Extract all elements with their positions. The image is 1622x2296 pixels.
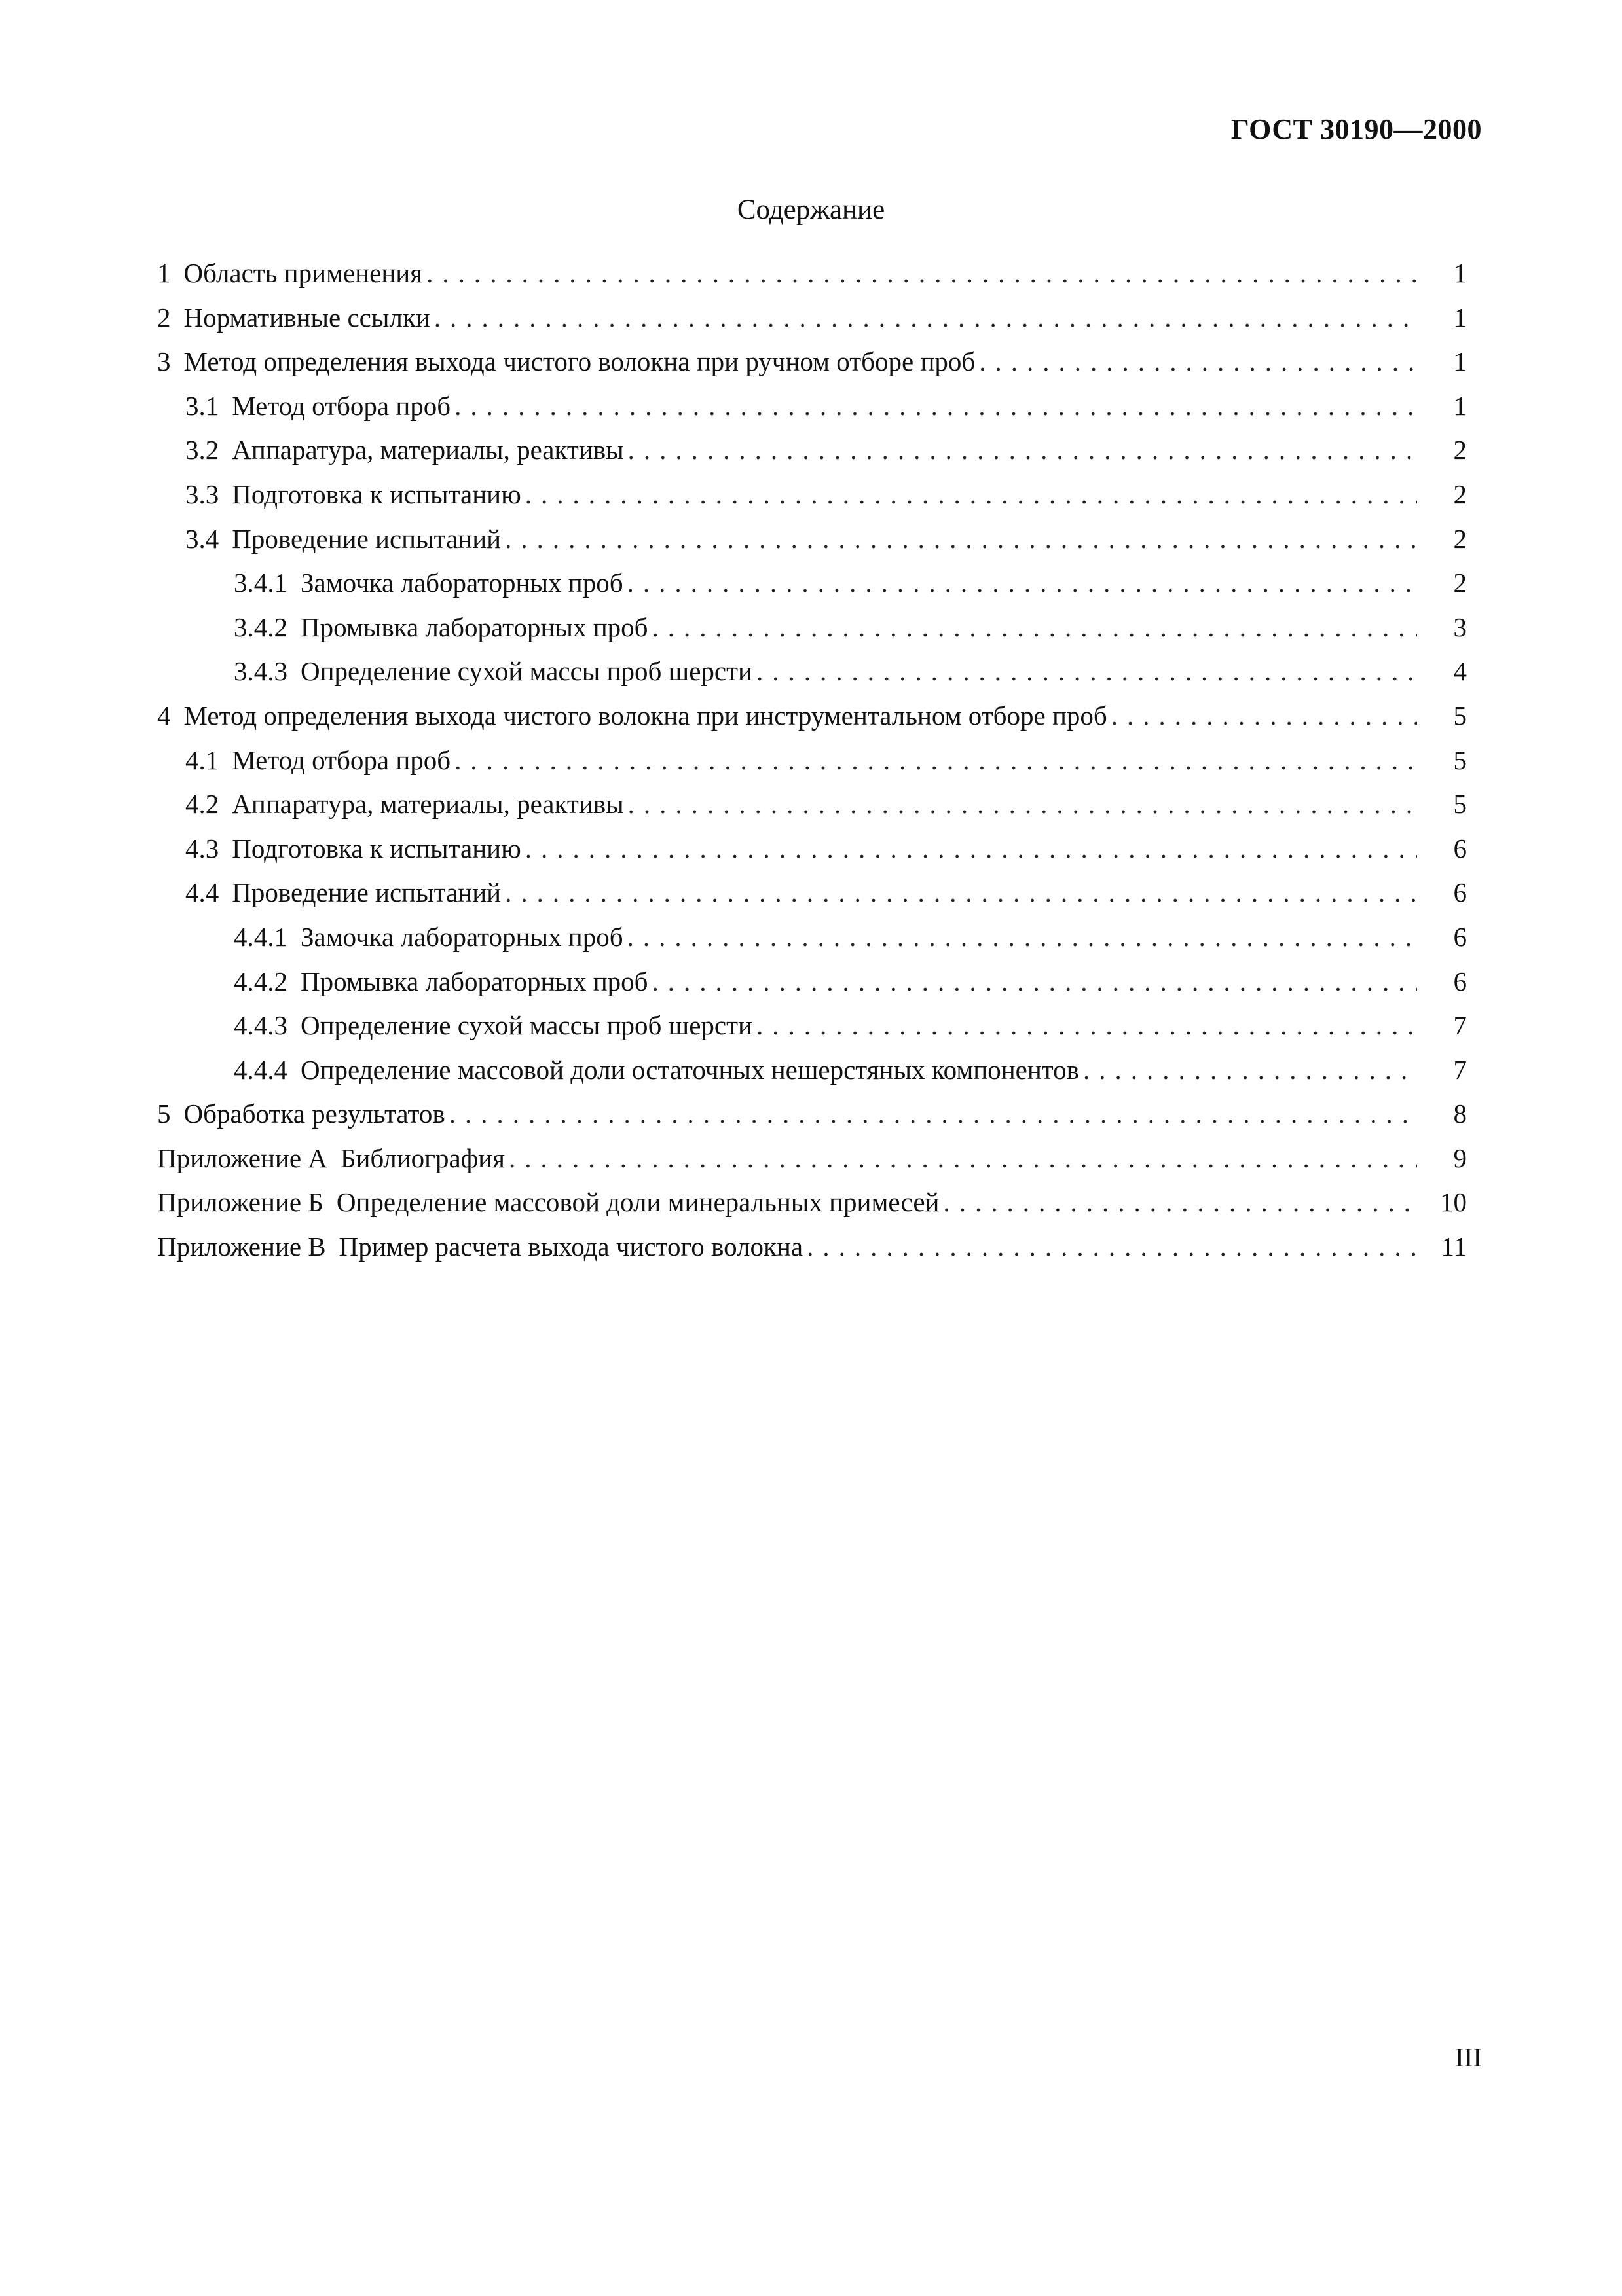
toc-entry (157, 340, 1467, 384)
toc-entry-number: 4.1 (185, 744, 219, 775)
toc-entry-page: 2 (1453, 523, 1467, 554)
toc-entry (157, 384, 1467, 429)
toc-entry-number: 3.2 (185, 435, 219, 465)
toc-entry (157, 606, 1467, 650)
toc-entry-title: Нормативные ссылки (183, 302, 430, 333)
toc-dot-leader (426, 251, 1417, 296)
toc-entry-page: 8 (1453, 1099, 1467, 1129)
toc-entry-number: 4.4.1 (234, 921, 287, 952)
toc-dot-leader (652, 606, 1418, 650)
toc-entry-number: 4.4.3 (234, 1010, 287, 1041)
document-code: ГОСТ 30190—2000 (1230, 113, 1482, 145)
toc-entry-title: Определение массовой доли минеральных примесей (336, 1187, 940, 1218)
toc-entry-number: 4 (157, 700, 171, 731)
toc-dot-leader (1111, 694, 1417, 738)
toc-entry (157, 1137, 1467, 1181)
toc-dot-leader (628, 428, 1417, 473)
toc-entry-number: 2 (157, 302, 171, 333)
toc-dot-leader (943, 1180, 1417, 1225)
toc-entry-page: 2 (1453, 568, 1467, 598)
toc-entry-title: Определение массовой доли остаточных нешерстяных компонентов (301, 1054, 1080, 1085)
toc-dot-leader (525, 473, 1417, 517)
toc-entry-title: Замочка лабораторных проб (301, 921, 623, 952)
toc-entry (157, 694, 1467, 738)
toc-entry-title: Подготовка к испытанию (232, 833, 521, 864)
toc-entry-page: 7 (1453, 1010, 1467, 1041)
toc-entry-title: Метод отбора проб (232, 390, 451, 421)
toc-entry-title: Определение сухой массы проб шерсти (301, 656, 752, 687)
toc-entry-page: 5 (1453, 700, 1467, 731)
toc-entry-page: 2 (1453, 435, 1467, 465)
toc-entry-title: Проведение испытаний (232, 877, 502, 908)
toc-entry-number: 3.4.3 (234, 656, 287, 687)
toc-entry (157, 649, 1467, 694)
toc-dot-leader (979, 340, 1417, 384)
toc-entry-number: 4.2 (185, 789, 219, 820)
toc-entry-page: 6 (1453, 966, 1467, 996)
toc-dot-leader (628, 782, 1417, 827)
toc-dot-leader (652, 960, 1418, 1004)
toc-entry (157, 1048, 1467, 1093)
toc-entry-title: Замочка лабораторных проб (301, 568, 623, 598)
toc-entry-number: 3.3 (185, 479, 219, 509)
toc-entry-title: Библиография (340, 1142, 506, 1173)
toc-entry (157, 428, 1467, 473)
toc-entry-page: 6 (1453, 921, 1467, 952)
toc-entry (157, 738, 1467, 783)
toc-entry-number: 3 (157, 346, 171, 377)
toc-dot-leader (756, 1004, 1417, 1048)
toc-entry-number: 1 (157, 258, 171, 288)
toc-entry-title: Проведение испытаний (232, 523, 502, 554)
toc-dot-leader (454, 738, 1417, 783)
toc-entry-number: Приложение Б (157, 1187, 323, 1218)
toc-entry-page: 4 (1453, 656, 1467, 687)
toc-entry-page: 10 (1440, 1187, 1467, 1218)
table-of-contents (157, 251, 1467, 1269)
toc-dot-leader (756, 649, 1417, 694)
toc-dot-leader (505, 517, 1417, 562)
toc-dot-leader (525, 827, 1417, 871)
toc-entry-number: 4.4 (185, 877, 219, 908)
toc-entry-title: Пример расчета выхода чистого волокна (339, 1231, 803, 1262)
toc-dot-leader (807, 1225, 1417, 1269)
toc-entry-page: 6 (1453, 833, 1467, 864)
toc-entry-title: Обработка результатов (183, 1099, 445, 1129)
toc-entry (157, 296, 1467, 340)
toc-entry-page: 3 (1453, 611, 1467, 642)
toc-entry-title: Область применения (183, 258, 423, 288)
toc-dot-leader (454, 384, 1417, 429)
toc-entry-page: 7 (1453, 1054, 1467, 1085)
toc-entry-number: 4.3 (185, 833, 219, 864)
toc-entry (157, 827, 1467, 871)
toc-entry-page: 1 (1453, 346, 1467, 377)
toc-entry-title: Подготовка к испытанию (232, 479, 521, 509)
toc-entry-number: 4.4.4 (234, 1054, 287, 1085)
toc-entry (157, 782, 1467, 827)
toc-entry-number: 5 (157, 1099, 171, 1129)
toc-entry-title: Аппаратура, материалы, реактивы (232, 435, 624, 465)
toc-dot-leader (627, 561, 1417, 606)
toc-entry-page: 5 (1453, 789, 1467, 820)
toc-dot-leader (1083, 1048, 1417, 1093)
toc-entry-page: 9 (1453, 1142, 1467, 1173)
toc-entry (157, 1180, 1467, 1225)
toc-entry-title: Метод определения выхода чистого волокна при инструментальном отборе проб (183, 700, 1107, 731)
toc-entry-title: Метод отбора проб (232, 744, 451, 775)
toc-dot-leader (449, 1092, 1417, 1137)
toc-entry (157, 960, 1467, 1004)
toc-entry (157, 251, 1467, 296)
toc-entry (157, 517, 1467, 562)
toc-entry-title: Аппаратура, материалы, реактивы (232, 789, 624, 820)
toc-entry-number: 4.4.2 (234, 966, 287, 996)
toc-dot-leader (627, 915, 1417, 960)
toc-dot-leader (434, 296, 1417, 340)
toc-entry-title: Метод определения выхода чистого волокна при ручном отборе проб (183, 346, 976, 377)
toc-entry-title: Промывка лабораторных проб (301, 611, 648, 642)
toc-entry-page: 2 (1453, 479, 1467, 509)
toc-entry-number: 3.4.1 (234, 568, 287, 598)
toc-entry-page: 5 (1453, 744, 1467, 775)
toc-entry-number: Приложение А (157, 1142, 327, 1173)
toc-entry-page: 6 (1453, 877, 1467, 908)
toc-entry-title: Промывка лабораторных проб (301, 966, 648, 996)
toc-entry-number: Приложение В (157, 1231, 326, 1262)
toc-dot-leader (505, 871, 1417, 915)
toc-title: Содержание (737, 194, 885, 225)
toc-entry (157, 473, 1467, 517)
toc-entry-page: 11 (1441, 1231, 1467, 1262)
toc-entry (157, 1092, 1467, 1137)
toc-entry-title: Определение сухой массы проб шерсти (301, 1010, 752, 1041)
toc-entry (157, 871, 1467, 915)
toc-entry-page: 1 (1453, 390, 1467, 421)
toc-dot-leader (509, 1137, 1417, 1181)
toc-entry (157, 915, 1467, 960)
toc-entry-number: 3.1 (185, 390, 219, 421)
toc-entry-page: 1 (1453, 258, 1467, 288)
toc-entry-number: 3.4.2 (234, 611, 287, 642)
page-number: III (1455, 2042, 1482, 2072)
toc-entry (157, 1225, 1467, 1269)
toc-entry-page: 1 (1453, 302, 1467, 333)
toc-entry (157, 561, 1467, 606)
toc-entry (157, 1004, 1467, 1048)
toc-entry-number: 3.4 (185, 523, 219, 554)
